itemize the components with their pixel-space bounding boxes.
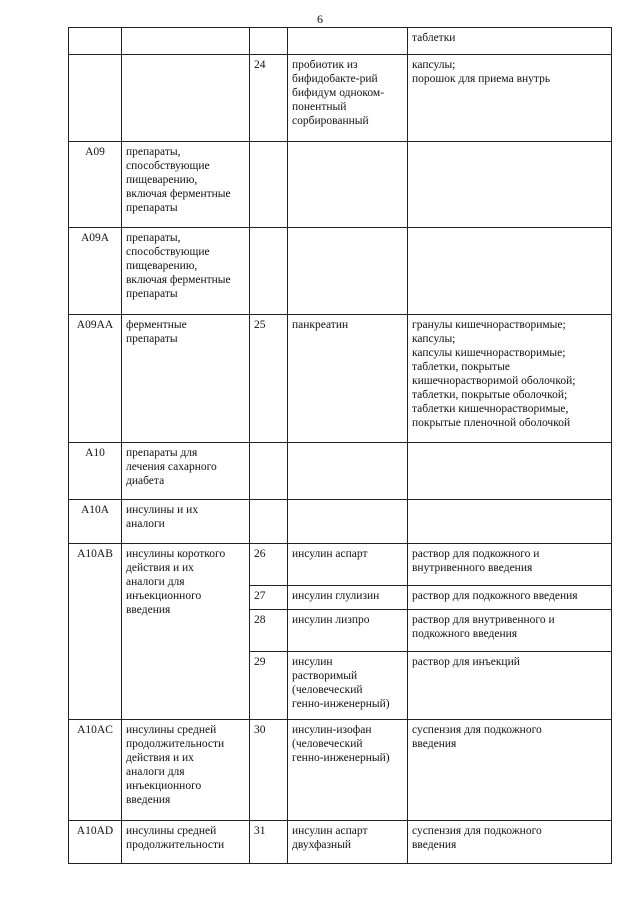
table-row xyxy=(69,55,612,142)
atc-code-cell: A10A xyxy=(69,500,122,544)
number-cell xyxy=(250,500,288,544)
number-cell: 31 xyxy=(250,821,288,864)
dosage-form-cell xyxy=(408,443,612,500)
dosage-form-cell: суспензия для подкожного введения xyxy=(408,821,612,864)
dosage-form-cell: раствор для подкожного введения xyxy=(408,586,612,610)
group-cell: инсулины короткого действия и их аналоги для инъекционного введения xyxy=(122,544,250,720)
drug-name-cell xyxy=(288,500,408,544)
drug-name-cell xyxy=(288,228,408,315)
table-row xyxy=(69,315,612,443)
drug-name-cell: инсулин растворимый (человеческий генно-инженерный) xyxy=(288,652,408,720)
dosage-form-cell xyxy=(408,228,612,315)
number-cell: 27 xyxy=(250,586,288,610)
table-row xyxy=(69,544,612,586)
dosage-form-cell: капсулы; порошок для приема внутрь xyxy=(408,55,612,142)
group-cell: ферментные препараты xyxy=(122,315,250,443)
dosage-form-cell xyxy=(408,142,612,228)
drug-name-cell xyxy=(288,28,408,55)
table-row xyxy=(69,821,612,864)
table-row xyxy=(69,720,612,821)
table-row xyxy=(69,228,612,315)
number-cell xyxy=(250,142,288,228)
group-cell: инсулины средней продолжительности действия и их аналоги для инъекционного введения xyxy=(122,720,250,821)
drug-name-cell xyxy=(288,443,408,500)
group-cell xyxy=(122,28,250,55)
number-cell: 25 xyxy=(250,315,288,443)
dosage-form-cell: таблетки xyxy=(408,28,612,55)
number-cell: 29 xyxy=(250,652,288,720)
group-cell: инсулины и их аналоги xyxy=(122,500,250,544)
dosage-form-cell: раствор для инъекций xyxy=(408,652,612,720)
number-cell xyxy=(250,443,288,500)
table-row xyxy=(69,500,612,544)
number-cell xyxy=(250,228,288,315)
drug-name-cell: панкреатин xyxy=(288,315,408,443)
group-cell: инсулины средней продолжительности xyxy=(122,821,250,864)
atc-code-cell: A10AD xyxy=(69,821,122,864)
group-cell: препараты для лечения сахарного диабета xyxy=(122,443,250,500)
number-cell: 26 xyxy=(250,544,288,586)
dosage-form-cell: гранулы кишечнорастворимые; капсулы; капсулы кишечнорастворимые; таблетки, покрытые кишечнорастворимой оболочкой; таблетки, покрытые оболочкой; таблетки кишечнорастворимые, покрытые пленочной оболочкой xyxy=(408,315,612,443)
group-cell: препараты, способствующие пищеварению, включая ферментные препараты xyxy=(122,228,250,315)
table-row xyxy=(69,142,612,228)
drug-name-cell: инсулин аспарт двухфазный xyxy=(288,821,408,864)
drug-name-cell: инсулин-изофан (человеческий генно-инженерный) xyxy=(288,720,408,821)
table-row xyxy=(69,443,612,500)
atc-code-cell: A09 xyxy=(69,142,122,228)
number-cell xyxy=(250,28,288,55)
page-number: 6 xyxy=(317,12,323,26)
atc-code-cell: A09A xyxy=(69,228,122,315)
drug-name-cell: пробиотик из бифидобакте-рий бифидум одноком- понентный сорбированный xyxy=(288,55,408,142)
drug-name-cell: инсулин лизпро xyxy=(288,610,408,652)
drug-table xyxy=(68,27,612,864)
dosage-form-cell: суспензия для подкожного введения xyxy=(408,720,612,821)
atc-code-cell: A10AC xyxy=(69,720,122,821)
number-cell: 24 xyxy=(250,55,288,142)
group-cell: препараты, способствующие пищеварению, включая ферментные препараты xyxy=(122,142,250,228)
number-cell: 28 xyxy=(250,610,288,652)
dosage-form-cell xyxy=(408,500,612,544)
drug-name-cell xyxy=(288,142,408,228)
atc-code-cell: A10 xyxy=(69,443,122,500)
table-row xyxy=(69,28,612,55)
atc-code-cell: A10AB xyxy=(69,544,122,720)
drug-name-cell: инсулин глулизин xyxy=(288,586,408,610)
atc-code-cell xyxy=(69,28,122,55)
group-cell xyxy=(122,55,250,142)
dosage-form-cell: раствор для внутривенного и подкожного введения xyxy=(408,610,612,652)
atc-code-cell xyxy=(69,55,122,142)
number-cell: 30 xyxy=(250,720,288,821)
dosage-form-cell: раствор для подкожного и внутривенного введения xyxy=(408,544,612,586)
drug-name-cell: инсулин аспарт xyxy=(288,544,408,586)
atc-code-cell: A09AA xyxy=(69,315,122,443)
